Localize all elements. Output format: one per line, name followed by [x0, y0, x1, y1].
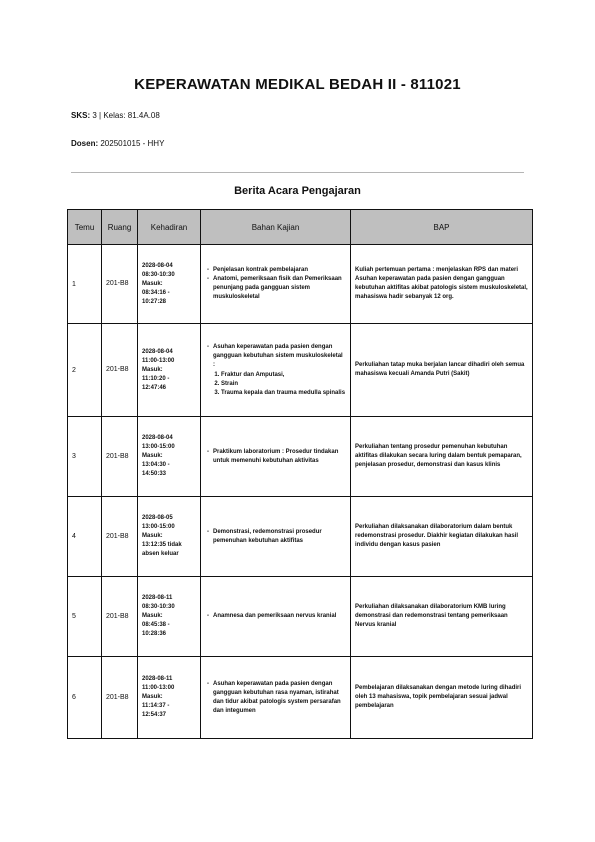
header-temu: Temu: [68, 210, 102, 245]
cell-ruang: 201-B8: [102, 497, 138, 577]
cell-temu: 6: [68, 657, 102, 739]
cell-kehadiran: [138, 577, 201, 657]
kehadiran-line: 08:30-10:30: [142, 271, 175, 278]
kehadiran-line: 14:50:33: [142, 471, 167, 477]
cell-bahan-kajian: [201, 497, 351, 577]
cell-kehadiran: [138, 417, 201, 497]
cell-bap: Perkuliahan tatap muka berjalan lancar dihadiri oleh semua mahasiswa kecuali Amanda Putri (Sakit): [351, 324, 533, 417]
cell-bap: Pembelajaran dilaksanakan dengan metode luring dihadiri oleh 13 mahasiswa, topik pembelajaran sesuai jadwal pembelajaran: [351, 657, 533, 739]
cell-bahan-kajian: [201, 324, 351, 417]
cell-bahan-kajian: [201, 417, 351, 497]
cell-ruang: 201-B8: [102, 657, 138, 739]
kehadiran-line: 10:28:36: [142, 631, 167, 637]
kehadiran-line: 12:47:46: [142, 384, 167, 391]
table-row: [68, 417, 533, 497]
table-row: [68, 245, 533, 324]
bahan-list: [205, 343, 346, 370]
section-title: Berita Acara Pengajaran: [234, 185, 361, 197]
cell-ruang: 201-B8: [102, 577, 138, 657]
cell-ruang: 201-B8: [102, 245, 138, 324]
bahan-numbered-item: 1. Fraktur dan Amputasi,: [221, 371, 346, 380]
table-row: [68, 657, 533, 739]
kehadiran-line: 13:04:30 -: [142, 462, 170, 468]
cell-temu: 4: [68, 497, 102, 577]
cell-ruang: 201-B8: [102, 417, 138, 497]
cell-temu: 2: [68, 324, 102, 417]
dosen-value: 202501015 - HHY: [100, 139, 165, 148]
bahan-numbered-item: 2. Strain: [221, 380, 346, 389]
kehadiran-line: 2028-08-04: [142, 435, 173, 441]
kehadiran-line: Masuk:: [142, 366, 163, 373]
bahan-item: - Asuhan keperawatan pada pasien dengan gangguan kebutuhan sistem muskuloskeletal :: [213, 343, 346, 370]
kehadiran-line: 08:30-10:30: [142, 604, 175, 610]
kehadiran-line: 08:34:16 -: [142, 289, 170, 296]
kehadiran-line: Masuk:: [142, 453, 163, 459]
kehadiran-line: 2028-08-04: [142, 262, 173, 269]
kehadiran-line: 11:10:20 -: [142, 375, 170, 382]
sks-kelas-value: 3 | Kelas: 81.4A.08: [92, 111, 160, 120]
bahan-numbered-item: 3. Trauma kepala dan trauma medulla spinalis: [221, 389, 346, 398]
cell-kehadiran: [138, 657, 201, 739]
cell-bahan-kajian: [201, 245, 351, 324]
kehadiran-line: 13:00-15:00: [142, 444, 175, 450]
sks-label: SKS:: [71, 111, 91, 120]
cell-kehadiran: [138, 324, 201, 417]
kehadiran-line: 11:14:37 -: [142, 703, 170, 709]
bahan-item: - Penjelasan kontrak pembelajaran: [213, 266, 346, 275]
kehadiran-line: absen keluar: [142, 551, 179, 557]
kehadiran-line: 2028-08-04: [142, 348, 173, 355]
kehadiran-line: 11:00-13:00: [142, 685, 175, 691]
cell-ruang: 201-B8: [102, 324, 138, 417]
kehadiran-line: 2028-08-11: [142, 676, 173, 682]
kehadiran-line: 13:12:35 tidak: [142, 542, 182, 548]
bahan-item: - Anamnesa dan pemeriksaan nervus kranial: [213, 612, 346, 621]
table-row: [68, 497, 533, 577]
bahan-list: [205, 448, 346, 466]
kehadiran-line: 12:54:37: [142, 712, 167, 718]
course-title: KEPERAWATAN MEDIKAL BEDAH II - 811021: [134, 76, 461, 93]
kehadiran-line: 13:00-15:00: [142, 524, 175, 530]
bahan-list: [205, 680, 346, 716]
bahan-item: - Demonstrasi, redemonstrasi prosedur pemenuhan kebutuhan aktifitas: [213, 528, 346, 546]
cell-bap: Kuliah pertemuan pertama : menjelaskan RPS dan materi Asuhan keperawatan pada pasien dengan gangguan kebutuhan aktifitas akibat patologis sistem muskuloskeletal, mahasiswa hadir sebanyak 12 org.: [351, 245, 533, 324]
cell-temu: 3: [68, 417, 102, 497]
cell-kehadiran: [138, 245, 201, 324]
table-header-row: [68, 210, 533, 245]
kehadiran-line: 10:27:28: [142, 298, 167, 305]
table-body: [68, 245, 533, 739]
dosen-label: Dosen:: [71, 139, 99, 148]
header-kehadiran: Kehadiran: [138, 210, 201, 245]
dosen-line: [71, 139, 164, 148]
kehadiran-line: 2028-08-11: [142, 595, 173, 601]
bahan-item: - Praktikum laboratorium : Prosedur tindakan untuk memenuhi kebutuhan aktivitas: [213, 448, 346, 466]
bahan-numbered-list: [205, 371, 346, 398]
bahan-item: - Anatomi, pemeriksaan fisik dan Pemeriksaan penunjang pada gangguan sistem muskuloskeletal: [213, 275, 346, 302]
header-ruang: Ruang: [102, 210, 138, 245]
cell-temu: 1: [68, 245, 102, 324]
cell-temu: 5: [68, 577, 102, 657]
bap-table: [67, 209, 533, 739]
header-bap: BAP: [351, 210, 533, 245]
cell-bap: Perkuliahan tentang prosedur pemenuhan kebutuhan aktifitas dilakukan secara luring dalam bentuk pemaparan, penjelasan prosedur, demonstrasi dan kasus klinis: [351, 417, 533, 497]
cell-kehadiran: [138, 497, 201, 577]
cell-bahan-kajian: [201, 577, 351, 657]
divider: [71, 172, 524, 173]
cell-bap: Perkuliahan dilaksanakan dilaboratorium KMB luring demonstrasi dan redemonstrasi tentang pemeriksaan Nervus kranial: [351, 577, 533, 657]
bahan-item: - Asuhan keperawatan pada pasien dengan gangguan kebutuhan rasa nyaman, istirahat dan tidur akibat patologis system persarafan dan integumen: [213, 680, 346, 716]
kehadiran-line: Masuk:: [142, 613, 163, 619]
cell-bahan-kajian: [201, 657, 351, 739]
table-row: [68, 324, 533, 417]
kehadiran-line: Masuk:: [142, 694, 163, 700]
kehadiran-line: Masuk:: [142, 280, 163, 287]
header-bahan-kajian: Bahan Kajian: [201, 210, 351, 245]
bahan-list: [205, 612, 346, 621]
bahan-list: [205, 266, 346, 302]
sks-kelas-line: [71, 111, 160, 120]
cell-bap: Perkuliahan dilaksanakan dilaboratorium dalam bentuk redemonstrasi prosedur. Diakhir kegiatan dilakukan hasil individu dengan kasus pasien: [351, 497, 533, 577]
kehadiran-line: 2028-08-05: [142, 515, 173, 521]
kehadiran-line: 11:00-13:00: [142, 357, 175, 364]
bahan-list: [205, 528, 346, 546]
kehadiran-line: 08:45:38 -: [142, 622, 170, 628]
table-row: [68, 577, 533, 657]
kehadiran-line: Masuk:: [142, 533, 163, 539]
